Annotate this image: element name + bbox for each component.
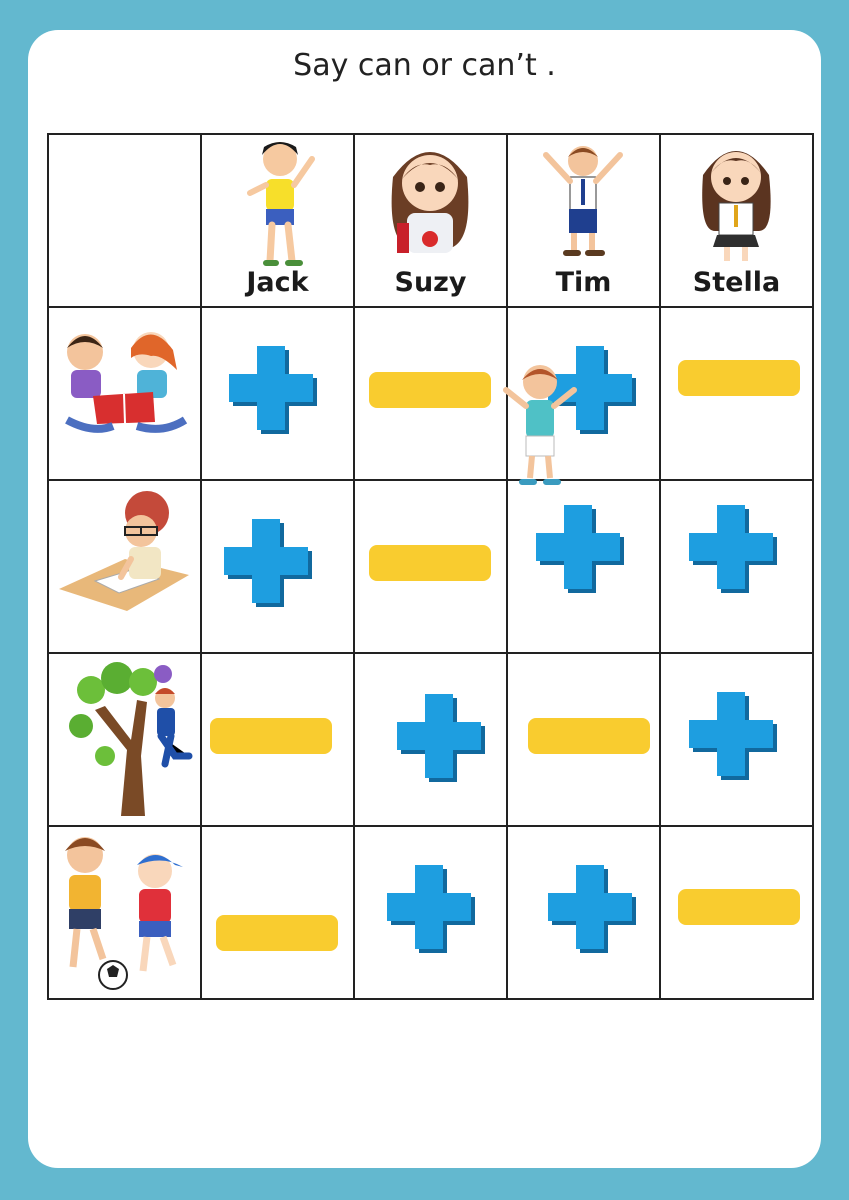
mark-cell <box>201 307 354 480</box>
plus-icon <box>687 690 779 786</box>
plus-icon <box>227 344 319 440</box>
worksheet-title: Say can or can’t . <box>293 48 556 83</box>
minus-icon <box>678 360 800 396</box>
mark-cell <box>354 307 507 480</box>
header-row <box>48 134 813 307</box>
mark-cell <box>354 480 507 653</box>
mark-cell <box>507 480 660 653</box>
plus-icon <box>534 503 626 599</box>
corner-cell <box>48 134 201 307</box>
activity-cell <box>48 307 201 480</box>
minus-icon <box>678 889 800 925</box>
plus-icon <box>687 503 779 599</box>
minus-icon <box>216 915 338 951</box>
activity-row <box>48 826 813 999</box>
activity-cell <box>48 653 201 826</box>
header-stella <box>660 134 813 307</box>
mark-cell <box>507 307 660 480</box>
minus-icon <box>369 372 491 408</box>
tim-picture <box>536 139 631 264</box>
boys-playing-football-icon <box>51 831 199 993</box>
mark-cell <box>201 653 354 826</box>
person-name-tim: Tim <box>555 267 612 298</box>
can-cant-grid <box>47 133 814 1000</box>
person-name-suzy: Suzy <box>394 267 467 298</box>
plus-icon <box>222 517 314 613</box>
activity-row <box>48 307 813 480</box>
suzy-picture <box>375 137 485 262</box>
header-jack <box>201 134 354 307</box>
person-name-stella: Stella <box>692 267 781 298</box>
header-tim <box>507 134 660 307</box>
mark-cell <box>507 653 660 826</box>
minus-icon <box>528 718 650 754</box>
mark-cell <box>507 826 660 999</box>
activity-row <box>48 480 813 653</box>
mark-cell <box>660 480 813 653</box>
header-suzy <box>354 134 507 307</box>
activity-cell <box>48 480 201 653</box>
stella-picture <box>689 135 784 265</box>
boy-writing-icon <box>55 489 195 614</box>
mark-cell <box>660 653 813 826</box>
person-name-jack: Jack <box>246 267 309 298</box>
boy-climbing-tree-icon <box>65 660 195 820</box>
jack-picture <box>240 137 320 272</box>
mark-cell <box>354 653 507 826</box>
plus-icon <box>395 692 487 788</box>
minus-icon <box>210 718 332 754</box>
waving-boy-icon <box>500 360 580 490</box>
kids-reading-icon <box>53 324 193 439</box>
mark-cell <box>354 826 507 999</box>
mark-cell <box>201 826 354 999</box>
activity-cell <box>48 826 201 999</box>
plus-icon <box>546 863 638 959</box>
plus-icon <box>385 863 477 959</box>
mark-cell <box>201 480 354 653</box>
mark-cell <box>660 307 813 480</box>
mark-cell <box>660 826 813 999</box>
activity-row <box>48 653 813 826</box>
minus-icon <box>369 545 491 581</box>
